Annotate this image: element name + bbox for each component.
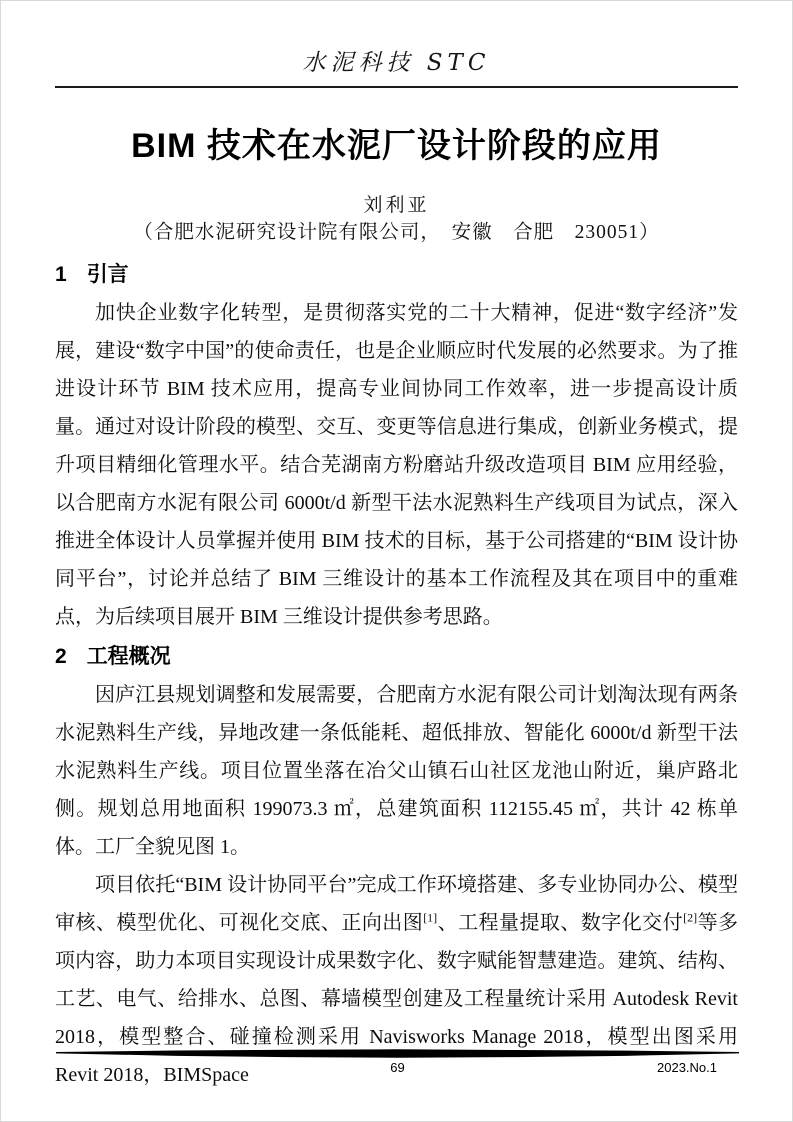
issue-number: 2023.No.1 [657,1060,717,1075]
footer-row [56,1060,739,1076]
section-2-title: 工程概况 [86,645,171,668]
page-number: 69 [390,1060,405,1075]
section-2-paragraph-1: 因庐江县规划调整和发展需要，合肥南方水泥有限公司计划淘汰现有两条水泥熟料生产线，异地改建一条低能耗、超低排放、智能化 6000t/d 新型干法水泥熟料生产线。项目位置坐落在冶父山镇石山社区龙池山附近，巢庐路北侧。规划总用地面积 199073.3 ㎡，总建筑面积 112155.45 ㎡，共计 42 栋单体。工厂全貌见图 1。 [55,684,738,858]
section-1-title: 引言 [86,263,129,286]
author-affiliation: （合肥水泥研究设计院有限公司， 安徽 合肥 230051） [133,222,660,243]
section-2-number: 2 [55,645,67,668]
section-1-paragraph: 加快企业数字化转型，是贯彻落实党的二十大精神，促进“数字经济”发展，建设“数字中国”的使命责任，也是企业顺应时代发展的必然要求。为了推进设计环节 BIM 技术应用，提高专业间协同工作效率，进一步提高设计质量。通过对设计阶段的模型、交互、变更等信息进行集成，创新业务模式，提升项目精细化管理水平。结合芜湖南方粉磨站升级改造项目 BIM 应用经验，以合肥南方水泥有限公司 6000t/d 新型干法水泥熟料生产线项目为试点，深入推进全体设计人员掌握并使用 BIM 技术的目标，基于公司搭建的“BIM 设计协同平台”，讨论并总结了 BIM 三维设计的基本工作流程及其在项目中的重难点，为后续项目展开 BIM 三维设计提供参考思路。 [55,302,738,628]
article-title: BIM 技术在水泥厂设计阶段的应用 [131,127,662,165]
paragraph-text-segment: 、工程量提取、数字化交付 [437,912,684,934]
journal-header [55,1,738,88]
page-footer [56,1049,739,1076]
paragraph-text-segment: 等多项内容，助力本项目实现设计成果数字化、数字赋能智慧建造。建筑、结构、工艺、电气、给排水、总图、幕墙模型创建及工程量统计采用 Autodesk Revit 2018，模型整合、碰撞检测采用 Navisworks Manage 2018，模型出图采用 Revit 2018，BIMSpace [55,912,739,1086]
footer-rule [56,1049,739,1058]
article-body [55,124,738,1094]
paragraph-text-segment: 项目依托“BIM 设计协同平台”完成工作环境搭建、多专业协同办公、模型审核、模型优化、可视化交底、正向出图 [55,874,738,934]
citation-ref-1: [1] [423,910,438,925]
section-1-number: 1 [55,263,67,286]
citation-ref-2: [2] [683,910,698,925]
author-name: 刘利亚 [363,195,430,216]
section-2-heading [55,644,738,670]
journal-title: 水泥科技 STC [302,50,491,76]
section-1-heading [55,262,738,288]
